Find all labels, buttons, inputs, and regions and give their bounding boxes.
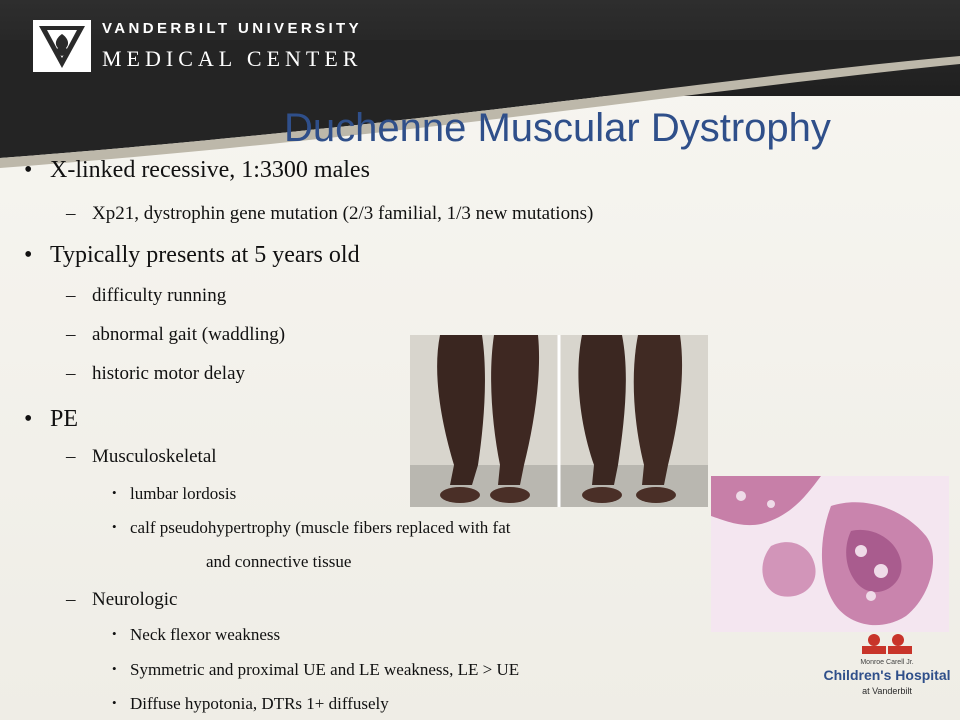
- bullet-text: Typically presents at 5 years old: [50, 242, 360, 268]
- third-level-text: Neck flexor weakness: [130, 625, 281, 644]
- third-level-text: lumbar lordosis: [130, 484, 237, 503]
- childrens-hospital-logo: [823, 632, 951, 702]
- sub-bullet-text: abnormal gait (waddling): [92, 324, 286, 345]
- calf-hypertrophy-photo: [410, 335, 708, 507]
- bullet-icon: •: [24, 406, 33, 432]
- dash-icon: –: [66, 324, 76, 345]
- sub-bullet-item: [66, 589, 177, 611]
- vanderbilt-logo: [33, 20, 91, 72]
- bullet-text: PE: [50, 406, 79, 432]
- bullet-item: [24, 242, 360, 269]
- bullet-icon: •: [24, 242, 33, 268]
- bullet-icon: •: [112, 695, 117, 710]
- org-name-line2: MEDICAL CENTER: [102, 46, 363, 71]
- sub-bullet-text: Musculoskeletal: [92, 446, 217, 467]
- sub-bullet-text: Neurologic: [92, 589, 178, 610]
- third-level-item: [112, 660, 519, 680]
- third-level-text: Diffuse hypotonia, DTRs 1+ diffusely: [130, 694, 389, 713]
- dash-icon: –: [66, 285, 76, 306]
- sub-bullet-text: historic motor delay: [92, 363, 246, 384]
- sub-bullet-item: [66, 285, 226, 307]
- third-level-text: calf pseudohypertrophy (muscle fibers replaced with fat: [130, 518, 511, 537]
- third-level-text: Symmetric and proximal UE and LE weakness, LE > UE: [130, 660, 520, 679]
- org-name-line1: VANDERBILT UNIVERSITY: [102, 20, 363, 37]
- muscle-histology-image: [711, 476, 949, 632]
- sub-bullet-item: [66, 446, 217, 468]
- sub-bullet-item: [66, 363, 245, 385]
- bullet-icon: •: [112, 519, 117, 534]
- third-level-item: [112, 694, 389, 714]
- third-level-item: [112, 484, 236, 504]
- third-level-item: [112, 625, 280, 645]
- bullet-icon: •: [112, 626, 117, 641]
- bullet-text: X-linked recessive, 1:3300 males: [50, 157, 370, 183]
- dash-icon: –: [66, 446, 76, 467]
- bullet-icon: •: [112, 661, 117, 676]
- bullet-item: [24, 406, 78, 433]
- logo-line3: at Vanderbilt: [862, 686, 912, 696]
- sub-bullet-text: difficulty running: [92, 285, 227, 306]
- dash-icon: –: [66, 589, 76, 610]
- third-level-item: [112, 518, 510, 538]
- dash-icon: –: [66, 203, 76, 224]
- sub-bullet-text: Xp21, dystrophin gene mutation (2/3 familial, 1/3 new mutations): [92, 203, 594, 224]
- logo-line1: Monroe Carell Jr.: [860, 659, 914, 666]
- sub-bullet-item: [66, 324, 285, 346]
- sub-bullet-item: [66, 203, 593, 225]
- bullet-item: [24, 157, 370, 184]
- third-level-continuation: and connective tissue: [206, 552, 352, 571]
- slide-title: Duchenne Muscular Dystrophy: [284, 106, 831, 150]
- bullet-icon: •: [24, 157, 33, 183]
- oak-leaf-icon: [33, 20, 91, 72]
- bullet-icon: •: [112, 485, 117, 500]
- logo-line2: Children's Hospital: [823, 667, 951, 683]
- dash-icon: –: [66, 363, 76, 384]
